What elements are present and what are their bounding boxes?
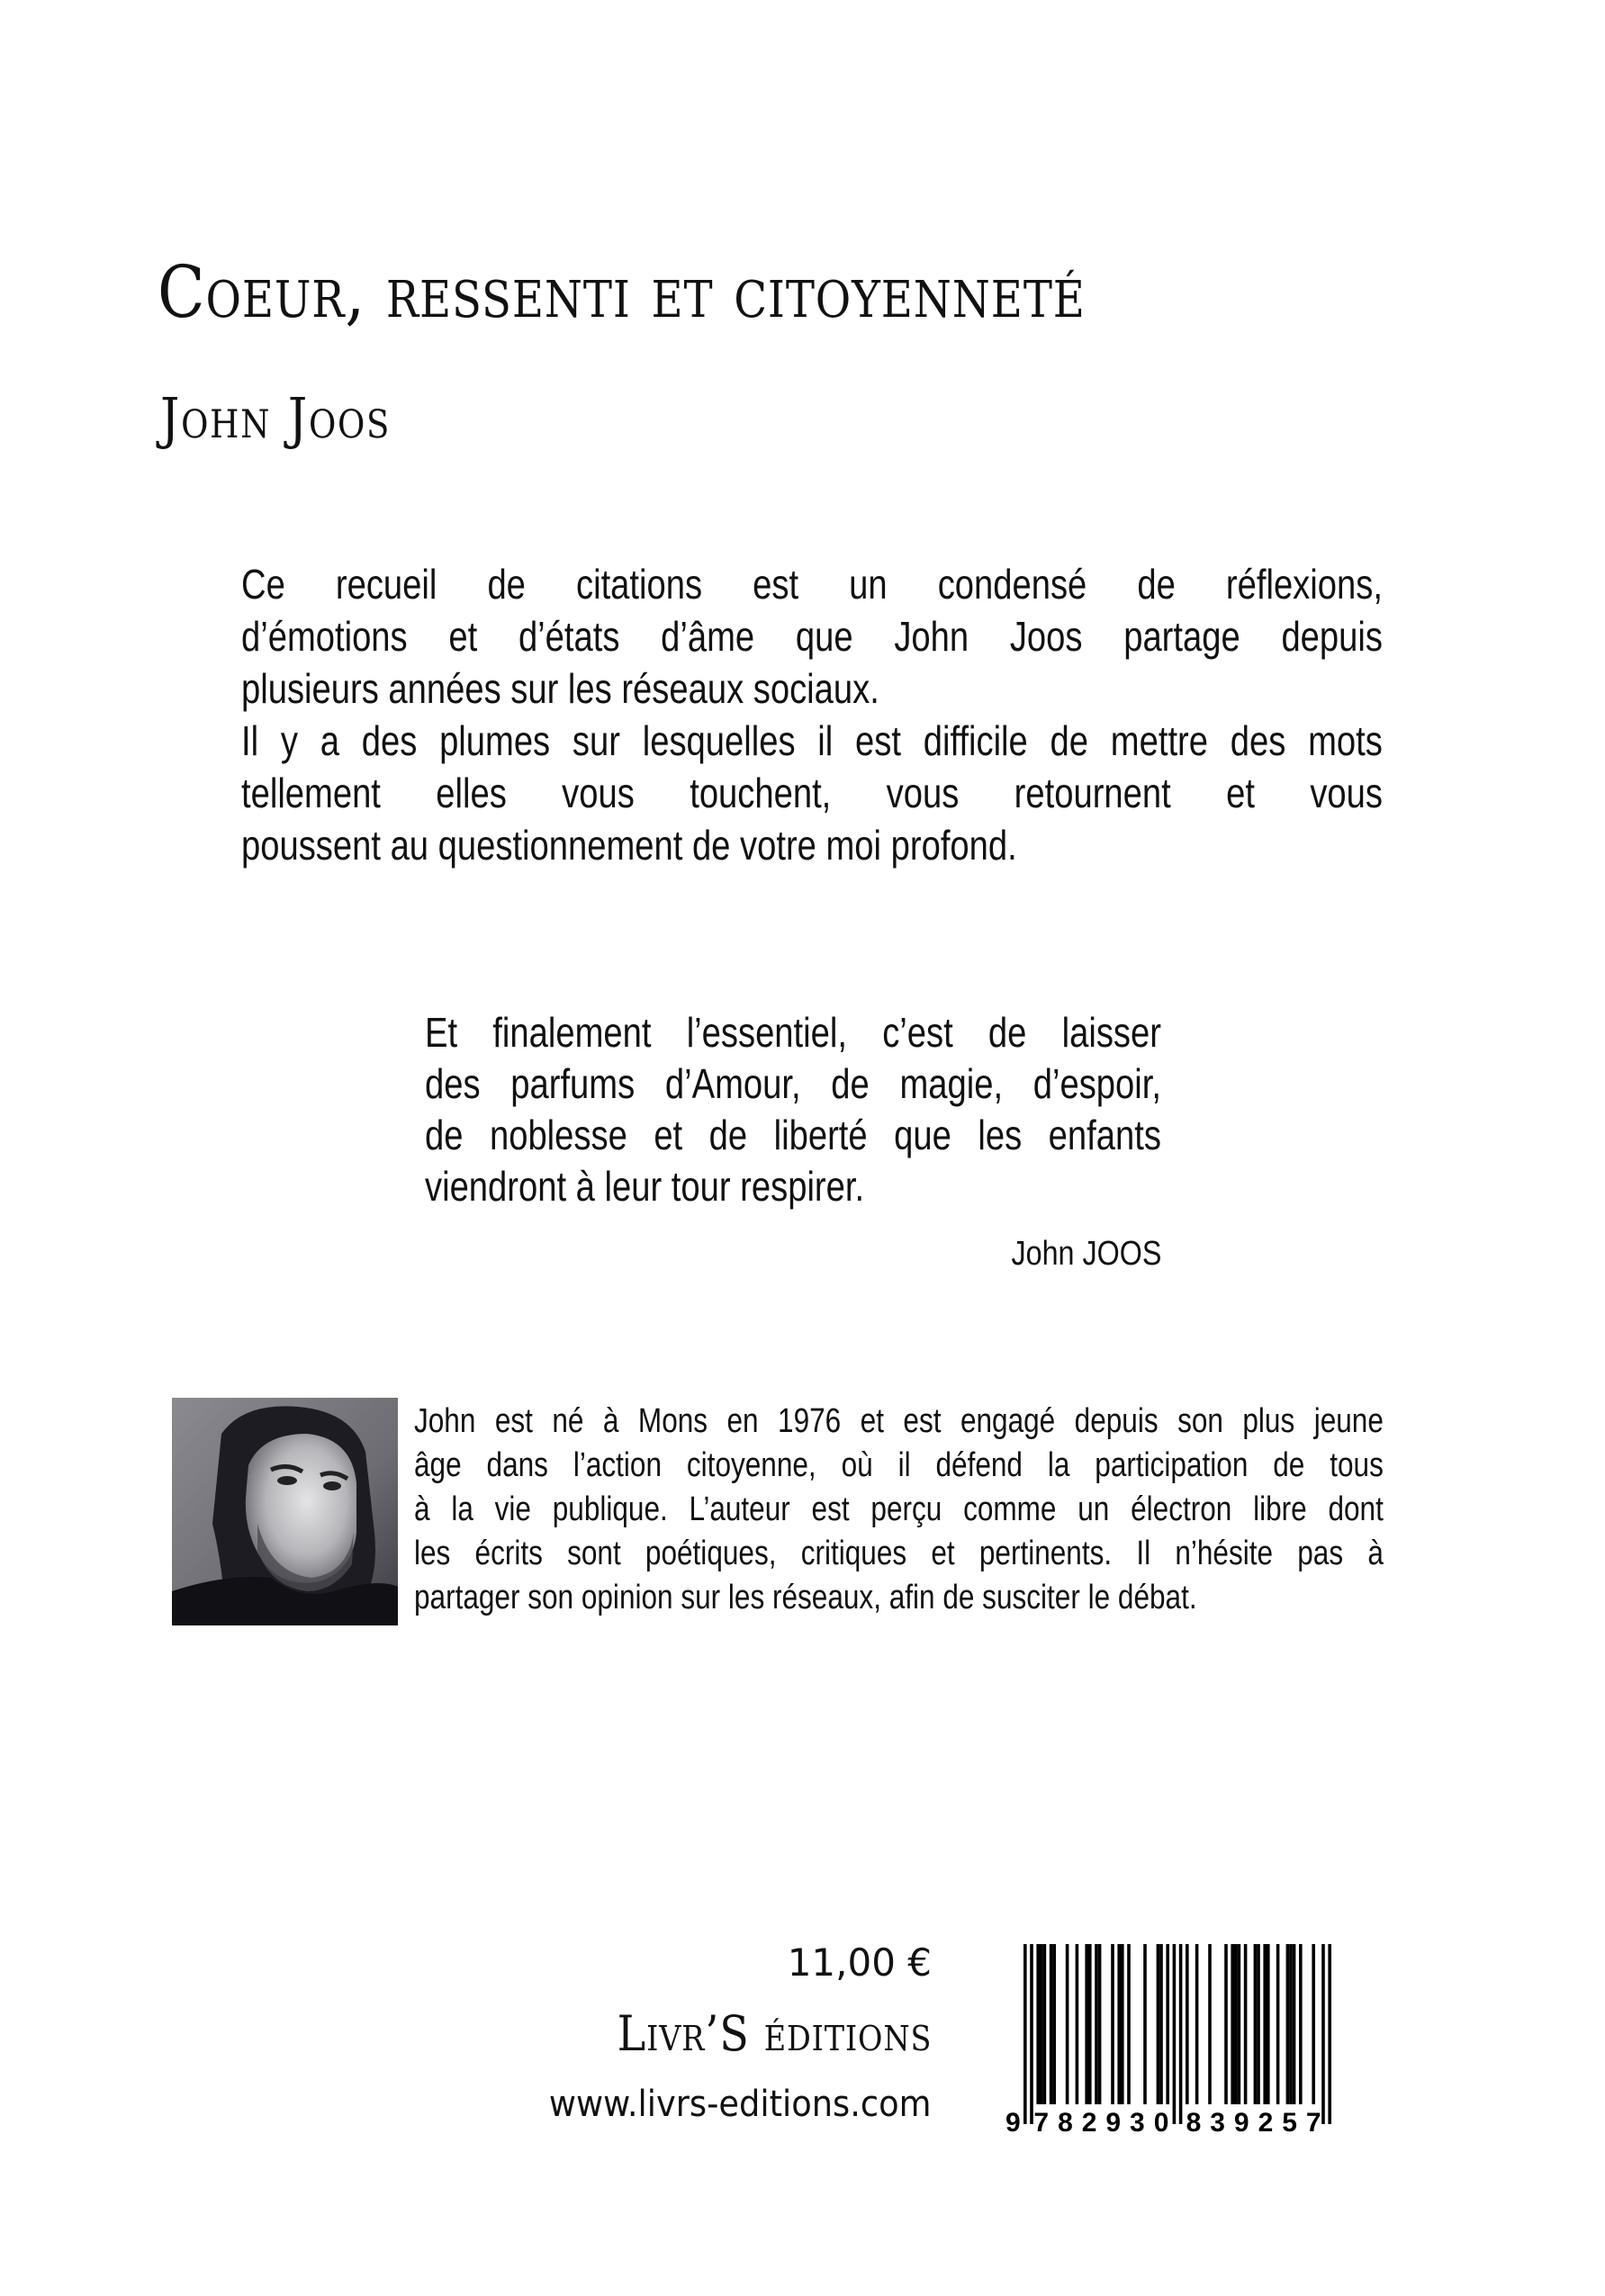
word: et [931, 1535, 955, 1572]
word: recueil [335, 561, 437, 608]
word: et [448, 613, 478, 660]
word: Et [425, 1009, 458, 1056]
word: John [894, 613, 969, 660]
word: à [414, 1490, 430, 1528]
word: un [1078, 1490, 1110, 1528]
word: il [897, 1446, 911, 1484]
author-name: John Joos [160, 385, 392, 451]
word: plus [1242, 1402, 1295, 1440]
svg-text:9: 9 [1005, 2108, 1021, 2136]
word: défend [935, 1446, 1023, 1484]
text-line: poussent au questionnement de votre moi profond. [241, 822, 1017, 869]
word: son [1177, 1402, 1223, 1440]
barcode-icon [1004, 1942, 1346, 2136]
word: mots [1308, 717, 1383, 764]
word: depuis [1281, 613, 1383, 660]
word: mettre [1110, 717, 1209, 764]
text-line [241, 767, 1383, 819]
word: poétiques, [645, 1535, 777, 1572]
word: citoyenne, [686, 1446, 816, 1484]
word: noblesse [489, 1112, 627, 1158]
word: vous [562, 770, 635, 816]
text-line [241, 715, 1383, 767]
word: est [855, 717, 901, 764]
word: a [320, 717, 339, 764]
word: c’est [882, 1009, 953, 1056]
word: il [817, 717, 834, 764]
word: de [708, 1112, 748, 1158]
word: Joos [1009, 613, 1083, 660]
word: la [451, 1490, 473, 1528]
word: difficile [923, 717, 1028, 764]
word: à [602, 1402, 619, 1440]
word: est [903, 1402, 942, 1440]
word: Il [241, 717, 259, 764]
word: de [1137, 561, 1176, 608]
word: l’essentiel, [686, 1009, 847, 1056]
word: que [795, 613, 853, 660]
word: citations [575, 561, 703, 608]
publisher-website: www.livrs-editions.com [549, 2084, 932, 2125]
text-line: plusieurs années sur les réseaux sociaux. [241, 665, 879, 712]
word: y [280, 717, 298, 764]
word: laisser [1061, 1009, 1161, 1056]
text-line [241, 558, 1383, 610]
word: dont [1328, 1490, 1384, 1528]
word: touchent, [690, 770, 832, 816]
word: magie, [899, 1060, 1004, 1107]
word: tous [1330, 1446, 1384, 1484]
quote-signature: John JOOS [1011, 1235, 1161, 1273]
book-title: Coeur, ressenti et citoyenneté [158, 250, 1086, 334]
word: liberté [773, 1112, 868, 1158]
word: sur [572, 717, 620, 764]
word: 1976 [778, 1402, 842, 1440]
word: John [414, 1402, 476, 1440]
word: de [831, 1060, 870, 1107]
word: et [654, 1112, 683, 1158]
word: sont [567, 1535, 621, 1572]
word: libre [1253, 1490, 1307, 1528]
word: de [425, 1112, 464, 1158]
word: d’âme [661, 613, 755, 660]
word: d’émotions [241, 613, 408, 660]
word: où [841, 1446, 873, 1484]
word: les [978, 1112, 1023, 1158]
word: d’états [518, 613, 620, 660]
word: des [1230, 717, 1286, 764]
word: les [414, 1535, 451, 1572]
word: de [1273, 1446, 1305, 1484]
text-line [425, 1109, 1161, 1161]
svg-text:782930: 782930 [1033, 2108, 1169, 2136]
price-label: 11,00 € [787, 1940, 932, 1985]
text-line [241, 610, 1383, 662]
word: vous [1310, 770, 1383, 816]
word: réflexions, [1225, 561, 1383, 608]
word: finalement [492, 1009, 652, 1056]
text-line [425, 1006, 1161, 1058]
portrait-image [172, 1398, 398, 1625]
word: pertinents. [978, 1535, 1113, 1572]
text-line: viendront à leur tour respirer. [425, 1163, 865, 1210]
word: l’action [573, 1446, 663, 1484]
word: Il [1136, 1535, 1151, 1572]
word: électron [1131, 1490, 1232, 1528]
text-line [425, 1058, 1161, 1110]
word: écrits [474, 1535, 543, 1572]
word: un [849, 561, 888, 608]
word: parfums [510, 1060, 636, 1107]
word: comme [963, 1490, 1057, 1528]
svg-text:839257: 839257 [1186, 2108, 1321, 2136]
word: né [552, 1402, 584, 1440]
word: la [1047, 1446, 1070, 1484]
word: est [753, 561, 799, 608]
word: des [425, 1060, 481, 1107]
word: vie [494, 1490, 531, 1528]
word: et [1226, 770, 1255, 816]
word: Ce [241, 561, 285, 608]
word: critiques [800, 1535, 907, 1572]
word: est [494, 1402, 533, 1440]
author-photo [172, 1398, 398, 1625]
word: elles [436, 770, 507, 816]
word: que [894, 1112, 951, 1158]
word: pas [1297, 1535, 1344, 1572]
word: en [726, 1402, 759, 1440]
word: à [1367, 1535, 1384, 1572]
word: retournent [1014, 770, 1171, 816]
word: n’hésite [1175, 1535, 1274, 1572]
word: d’espoir, [1032, 1060, 1161, 1107]
word: de [987, 1009, 1027, 1056]
word: âge [414, 1446, 462, 1484]
word: lesquelles [642, 717, 796, 764]
publisher-name: Livr’S éditions [617, 2005, 932, 2062]
text-line: partager son opinion sur les réseaux, afin de susciter le débat. [414, 1579, 1197, 1616]
word: Mons [637, 1402, 708, 1440]
word: de [487, 561, 526, 608]
word: tellement [241, 770, 381, 816]
word: et [860, 1402, 884, 1440]
word: engagé [960, 1402, 1056, 1440]
word: depuis [1074, 1402, 1159, 1440]
word: L’auteur [689, 1490, 790, 1528]
word: de [1050, 717, 1089, 764]
isbn-barcode [1004, 1942, 1346, 2136]
word: jeune [1313, 1402, 1384, 1440]
word: est [811, 1490, 850, 1528]
word: dans [486, 1446, 548, 1484]
word: enfants [1048, 1112, 1161, 1158]
word: d’Amour, [664, 1060, 801, 1107]
word: condensé [937, 561, 1087, 608]
word: plumes [439, 717, 551, 764]
word: perçu [870, 1490, 942, 1528]
word: partage [1123, 613, 1240, 660]
word: publique. [552, 1490, 668, 1528]
word: des [361, 717, 418, 764]
word: vous [886, 770, 960, 816]
word: participation [1095, 1446, 1249, 1484]
